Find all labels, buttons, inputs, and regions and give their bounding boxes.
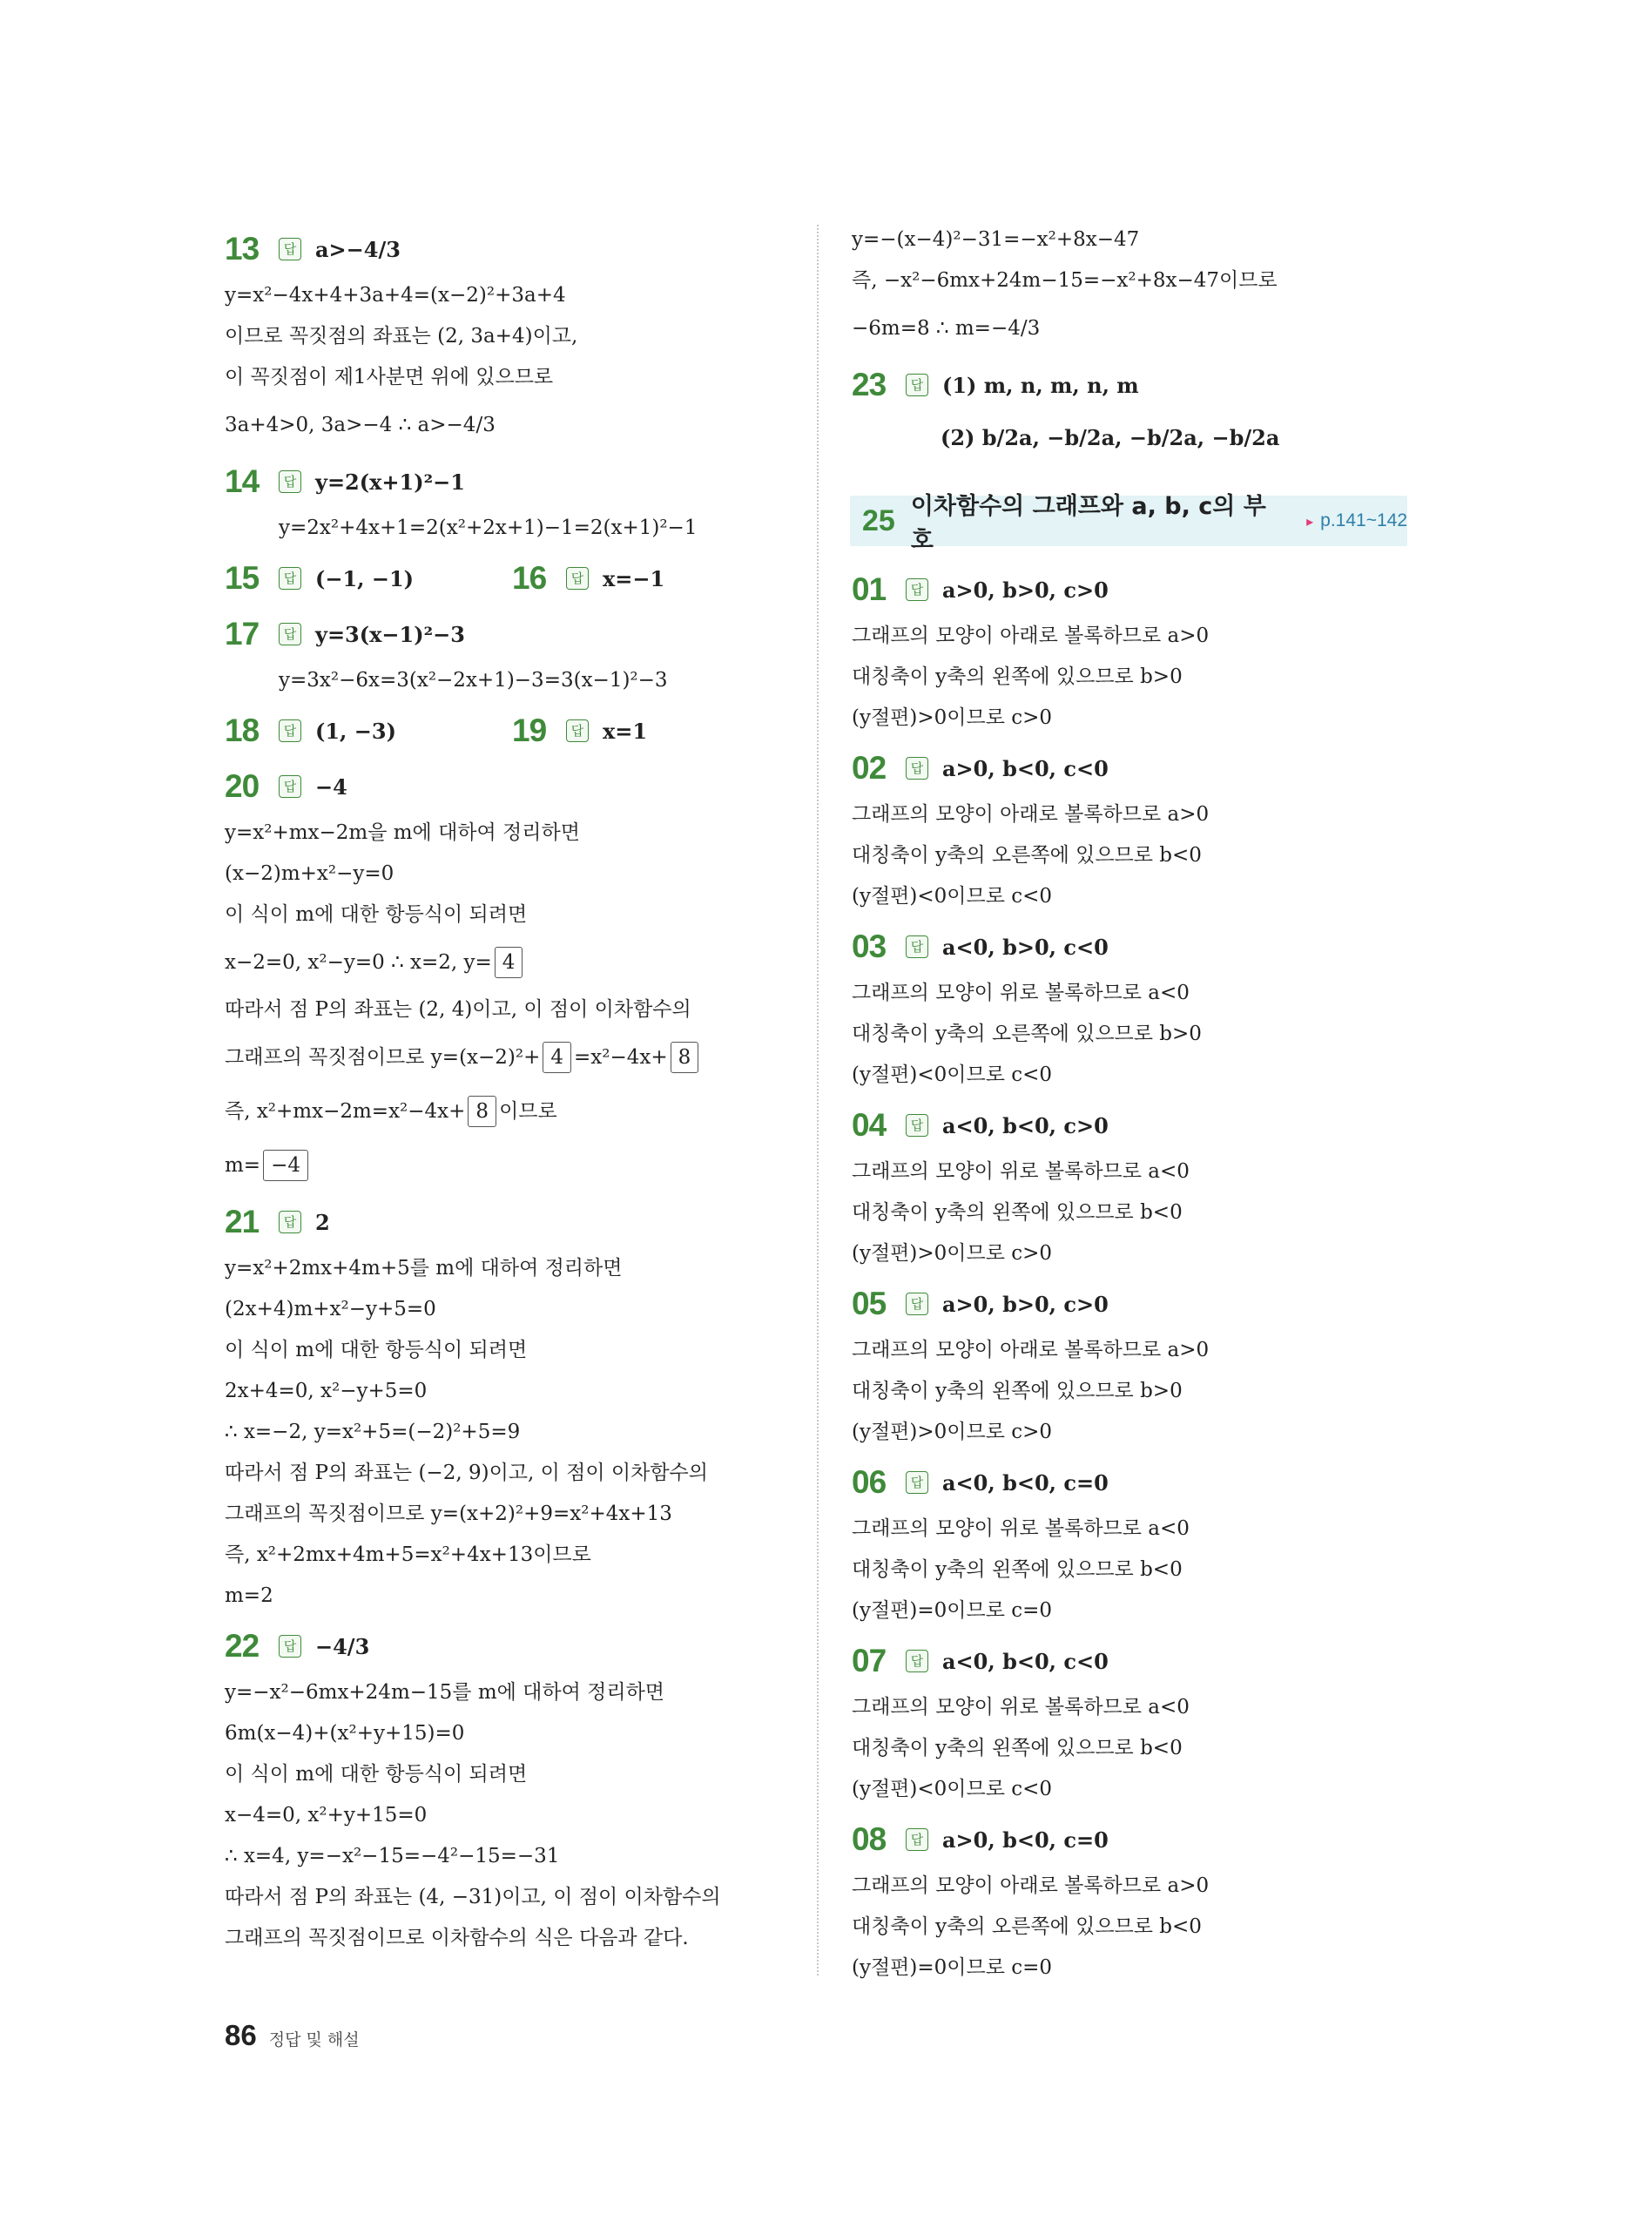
solution-line: y=−x²−6mx+24m−15를 m에 대하여 정리하면 <box>225 1681 665 1704</box>
right-column <box>852 219 1444 1989</box>
answer-part-2-line <box>852 411 1444 465</box>
answer: a<0, b<0, c<0 <box>942 1648 1109 1674</box>
answer-badge: 답 <box>906 1293 928 1315</box>
answer-badge: 답 <box>906 1471 928 1494</box>
answer: a>0, b>0, c>0 <box>942 577 1109 603</box>
solution-line: (y절편)>0이므로 c>0 <box>852 706 1053 729</box>
problem-number: 03 <box>852 929 887 964</box>
solution-line: y=x²+mx−2m을 m에 대하여 정리하면 <box>225 821 580 844</box>
solution-line <box>225 1084 799 1138</box>
solution-line: (y절편)<0이므로 c<0 <box>852 885 1053 908</box>
answer-part-2: (2) b/2a, −b/2a, −b/2a, −b/2a <box>941 425 1280 450</box>
answer-badge: 답 <box>566 567 589 590</box>
answer-badge: 답 <box>279 623 301 645</box>
answer-badge: 답 <box>279 1635 301 1658</box>
answer-badge: 답 <box>279 238 301 260</box>
solution-line: 대칭축이 y축의 왼쪽에 있으므로 b<0 <box>852 1201 1183 1224</box>
item-header <box>852 742 1444 794</box>
answer-badge: 답 <box>906 1650 928 1672</box>
item-header <box>852 1635 1444 1687</box>
answer: (−1, −1) <box>315 565 415 591</box>
page-footer <box>225 2019 360 2052</box>
problem-number: 02 <box>852 750 887 786</box>
problem-number: 04 <box>852 1107 887 1143</box>
answer-badge: 답 <box>906 374 928 396</box>
solution-line: ∴ x=−2, y=x²+5=(−2)²+5=9 <box>225 1421 521 1443</box>
problem-number: 06 <box>852 1464 887 1500</box>
problem-17-header <box>225 608 799 660</box>
solution-line: (y절편)>0이므로 c>0 <box>852 1242 1053 1265</box>
problem-number: 20 <box>225 768 260 804</box>
solution-line <box>225 935 799 989</box>
problem-number: 18 <box>225 712 260 748</box>
section-header <box>850 493 1407 554</box>
answer: x=−1 <box>603 565 665 591</box>
solution-line: m=2 <box>225 1584 273 1607</box>
problem-number: 23 <box>852 367 887 402</box>
solution-line: 대칭축이 y축의 왼쪽에 있으므로 b<0 <box>852 1737 1183 1759</box>
answer-badge: 답 <box>566 719 589 742</box>
problem-15-header <box>225 552 512 604</box>
footer-label: 정답 및 해설 <box>268 2030 360 2050</box>
left-column <box>225 219 799 1959</box>
solution-line: 그래프의 모양이 아래로 볼록하므로 a>0 <box>852 1339 1210 1361</box>
answer-part-1: (1) m, n, m, n, m <box>942 372 1139 398</box>
problem-22-header <box>225 1620 799 1672</box>
solution-line: 6m(x−4)+(x²+y+15)=0 <box>225 1722 465 1745</box>
item-05 <box>852 1278 1444 1453</box>
page-number: 86 <box>225 2019 257 2051</box>
item-02 <box>852 742 1444 917</box>
solution-line: −6m=8 ∴ m=−4/3 <box>852 317 1041 340</box>
solution-line: (y절편)>0이므로 c>0 <box>852 1421 1053 1443</box>
solution-line: 따라서 점 P의 좌표는 (4, −31)이고, 이 점이 이차함수의 <box>225 1886 721 1908</box>
answer-badge: 답 <box>279 470 301 493</box>
item-03 <box>852 921 1444 1096</box>
solution-line: 이 식이 m에 대한 항등식이 되려면 <box>225 1763 528 1786</box>
answer: a<0, b<0, c=0 <box>942 1469 1109 1496</box>
blank-box: 4 <box>495 947 523 978</box>
answer: x=1 <box>603 718 648 744</box>
answer: y=3(x−1)²−3 <box>315 621 465 647</box>
answer: a>0, b>0, c>0 <box>942 1291 1109 1317</box>
solution-line: 그래프의 모양이 위로 볼록하므로 a<0 <box>852 1160 1190 1183</box>
answer-badge: 답 <box>906 1828 928 1851</box>
problem-13-header <box>225 223 799 275</box>
solution-line: 대칭축이 y축의 왼쪽에 있으므로 b>0 <box>852 1380 1183 1402</box>
answer-badge: 답 <box>906 757 928 780</box>
solution-line: 이 꼭짓점이 제1사분면 위에 있으므로 <box>225 366 554 388</box>
answer-badge: 답 <box>279 567 301 590</box>
solution-line: 이 식이 m에 대한 항등식이 되려면 <box>225 903 528 926</box>
line-text: 이므로 <box>499 1100 557 1123</box>
line-text: 그래프의 꼭짓점이므로 y=(x−2)²+ <box>225 1046 541 1069</box>
problem-21-header <box>225 1196 799 1248</box>
answer-badge: 답 <box>906 935 928 958</box>
solution-line: 그래프의 모양이 위로 볼록하므로 a<0 <box>852 1517 1190 1540</box>
section-title: 이차함수의 그래프와 a, b, c의 부호 <box>910 493 1266 554</box>
solution-line: 그래프의 모양이 아래로 볼록하므로 a>0 <box>852 803 1210 826</box>
answer: a>−4/3 <box>315 236 401 262</box>
answer-badge: 답 <box>906 1114 928 1137</box>
solution-line: (y절편)=0이므로 c=0 <box>852 1599 1053 1622</box>
problem-number: 22 <box>225 1628 260 1664</box>
answer: (1, −3) <box>315 718 396 744</box>
answer-badge: 답 <box>279 1211 301 1233</box>
problem-number: 13 <box>225 231 260 267</box>
problem-number: 21 <box>225 1204 260 1239</box>
section-number: 25 <box>862 503 895 537</box>
line-text: x−2=0, x²−y=0 ∴ x=2, y= <box>225 951 492 974</box>
item-08 <box>852 1813 1444 1989</box>
line-text: =x²−4x+ <box>574 1046 668 1069</box>
item-header <box>852 1813 1444 1866</box>
answer-badge: 답 <box>279 775 301 798</box>
answer: 2 <box>315 1209 330 1235</box>
line-text: 즉, x²+mx−2m=x²−4x+ <box>225 1100 466 1123</box>
problem-number: 15 <box>225 560 260 596</box>
problem-19-header <box>512 705 799 757</box>
solution-line: 그래프의 모양이 위로 볼록하므로 a<0 <box>852 982 1190 1004</box>
problem-number: 01 <box>852 571 887 607</box>
solution-line: 대칭축이 y축의 왼쪽에 있으므로 b>0 <box>852 665 1183 688</box>
solution-line: y=2x²+4x+1=2(x²+2x+1)−1=2(x+1)²−1 <box>279 517 698 539</box>
solution-line: 3a+4>0, 3a>−4 ∴ a>−4/3 <box>225 414 496 436</box>
solution-line: 그래프의 모양이 아래로 볼록하므로 a>0 <box>852 625 1210 647</box>
solution-line: 즉, −x²−6mx+24m−15=−x²+8x−47이므로 <box>852 269 1278 292</box>
answer: a>0, b<0, c=0 <box>942 1827 1109 1853</box>
item-01 <box>852 564 1444 739</box>
solution-line: (y절편)<0이므로 c<0 <box>852 1778 1053 1800</box>
problem-number: 14 <box>225 463 260 499</box>
answer: a<0, b<0, c>0 <box>942 1112 1109 1138</box>
solution-line: y=−(x−4)²−31=−x²+8x−47 <box>852 228 1140 251</box>
answer: −4/3 <box>315 1633 370 1659</box>
solution-line <box>225 1030 799 1084</box>
problem-number: 19 <box>512 712 547 748</box>
solution-line: (x−2)m+x²−y=0 <box>225 862 394 885</box>
solution-line: (y절편)=0이므로 c=0 <box>852 1956 1053 1979</box>
solution-line: 그래프의 모양이 위로 볼록하므로 a<0 <box>852 1696 1190 1719</box>
solution-line: (y절편)<0이므로 c<0 <box>852 1064 1053 1086</box>
solution-line: 대칭축이 y축의 오른쪽에 있으므로 b>0 <box>852 1023 1202 1045</box>
solution-line: 2x+4=0, x²−y+5=0 <box>225 1380 428 1402</box>
solution-line: 즉, x²+2mx+4m+5=x²+4x+13이므로 <box>225 1543 591 1566</box>
item-07 <box>852 1635 1444 1810</box>
item-header <box>852 1278 1444 1330</box>
solution-line: x−4=0, x²+y+15=0 <box>225 1804 428 1827</box>
solution-line: 이므로 꼭짓점의 좌표는 (2, 3a+4)이고, <box>225 325 578 348</box>
item-04 <box>852 1099 1444 1274</box>
solution-line: y=x²+2mx+4m+5를 m에 대하여 정리하면 <box>225 1257 623 1280</box>
solution-line: 그래프의 모양이 아래로 볼록하므로 a>0 <box>852 1874 1210 1897</box>
triangle-arrow-icon: ▸ <box>1306 512 1314 530</box>
solution-line <box>225 1138 799 1192</box>
problem-14-header <box>225 456 799 508</box>
solution-line: y=3x²−6x=3(x²−2x+1)−3=3(x−1)²−3 <box>279 669 668 692</box>
solution-line: 그래프의 꼭짓점이므로 이차함수의 식은 다음과 같다. <box>225 1927 689 1949</box>
problem-16-header <box>512 552 799 604</box>
solution-line: 따라서 점 P의 좌표는 (2, 4)이고, 이 점이 이차함수의 <box>225 998 691 1021</box>
problem-23-header <box>852 359 1444 411</box>
answer: y=2(x+1)²−1 <box>315 469 465 495</box>
problem-18-header <box>225 705 512 757</box>
answer-badge: 답 <box>279 719 301 742</box>
problem-number: 07 <box>852 1643 887 1678</box>
problem-number: 08 <box>852 1821 887 1857</box>
item-06 <box>852 1456 1444 1631</box>
item-header <box>852 1456 1444 1509</box>
blank-box: −4 <box>263 1150 308 1181</box>
blank-box: 8 <box>671 1042 699 1073</box>
answer-badge: 답 <box>906 578 928 601</box>
solution-line: 이 식이 m에 대한 항등식이 되려면 <box>225 1339 528 1361</box>
item-header <box>852 1099 1444 1151</box>
solution-line: y=x²−4x+4+3a+4=(x−2)²+3a+4 <box>225 284 566 307</box>
item-header <box>852 564 1444 616</box>
solution-line: 따라서 점 P의 좌표는 (−2, 9)이고, 이 점이 이차함수의 <box>225 1462 708 1484</box>
blank-box: 4 <box>543 1042 571 1073</box>
solution-line: (2x+4)m+x²−y+5=0 <box>225 1298 436 1320</box>
solution-line: 대칭축이 y축의 오른쪽에 있으므로 b<0 <box>852 844 1202 867</box>
column-divider <box>817 225 819 1975</box>
problem-18-19-row <box>225 701 799 757</box>
solution-line: 대칭축이 y축의 오른쪽에 있으므로 b<0 <box>852 1915 1202 1938</box>
solution-line: 그래프의 꼭짓점이므로 y=(x+2)²+9=x²+4x+13 <box>225 1503 672 1525</box>
page-reference: p.141~142 <box>1320 510 1407 530</box>
problem-20-header <box>225 760 799 813</box>
problem-number: 05 <box>852 1286 887 1321</box>
blank-box: 8 <box>468 1096 496 1127</box>
line-text: m= <box>225 1154 261 1177</box>
solution-line: ∴ x=4, y=−x²−15=−4²−15=−31 <box>225 1845 560 1867</box>
answer: a<0, b>0, c<0 <box>942 934 1109 960</box>
answer: a>0, b<0, c<0 <box>942 755 1109 781</box>
problem-15-16-row <box>225 549 799 604</box>
answer: −4 <box>315 773 347 800</box>
problem-number: 17 <box>225 616 260 652</box>
item-header <box>852 921 1444 973</box>
problem-number: 16 <box>512 560 547 596</box>
solution-line: 대칭축이 y축의 왼쪽에 있으므로 b<0 <box>852 1558 1183 1581</box>
